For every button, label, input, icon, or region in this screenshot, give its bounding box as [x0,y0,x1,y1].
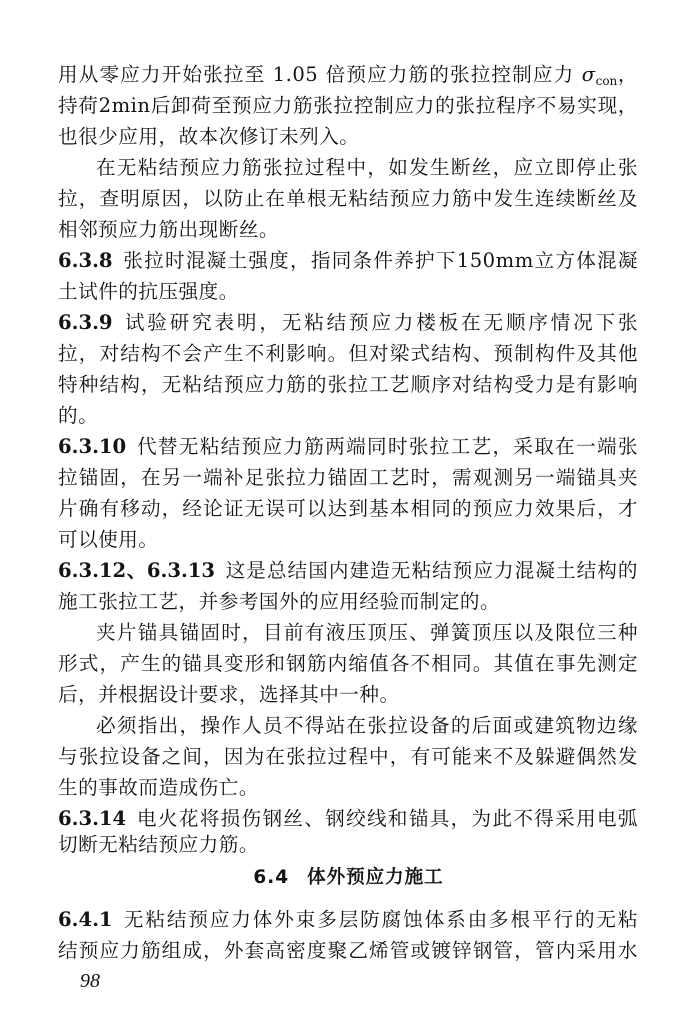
text-line: 持荷2min后卸荷至预应力筋张拉控制应力的张拉程序不易实现， [58,94,638,117]
text-line: 在无粘结预应力筋张拉过程中，如发生断丝，应立即停止张 [96,156,638,179]
section-heading [0,862,697,894]
text-line: 与张拉设备之间，因为在张拉过程中，有可能来不及躲避偶然发 [58,745,638,768]
text-line: 拉，查明原因，以防止在单根无粘结预应力筋中发生连续断丝及 [58,187,638,210]
text-line: 夹片锚具锚固时，目前有液压顶压、弹簧顶压以及限位三种 [96,621,638,644]
clause-number: 6.3.12、6.3.13 [58,559,216,582]
clause-6-4-1 [58,905,638,935]
text-line: 可以使用。 [58,528,159,551]
clause-text: 电火花将损伤钢丝、钢绞线和锚具，为此不得采用电弧 [136,807,638,830]
text-line: 结预应力筋组成，外套高密度聚乙烯管或镀锌钢管，管内采用水 [58,939,638,962]
clause-6-3-12-13 [58,556,638,586]
text-line: 拉，对结构不会产生不利影响。但对梁式结构、预制构件及其他 [58,342,638,365]
clause-text: 代替无粘结预应力筋两端同时张拉工艺，采取在一端张 [136,435,638,458]
clause-text: 试验研究表明，无粘结预应力楼板在无顺序情况下张 [122,311,638,334]
text-line: 用从零应力开始张拉至 1.05 倍预应力筋的张拉控制应力 $\sigma_{con}$， [58,63,639,88]
clause-6-3-8 [58,246,638,276]
clause-number: 6.3.14 [58,807,127,830]
page-number: 98 [80,970,100,992]
text-line: 片确有移动，经论证无误可以达到基本相同的预应力效果后，才 [58,497,638,520]
clause-number: 6.3.10 [58,435,127,458]
clause-text: 张拉时混凝土强度，指同条件养护下150mm立方体混凝 [122,249,638,272]
text-line: 生的事故而造成伤亡。 [58,776,259,799]
text-line: 也很少应用，故本次修订未列入。 [58,125,360,148]
text-line: 相邻预应力筋出现断丝。 [58,218,280,241]
clause-number: 6.3.8 [58,249,113,272]
text-line: 后，并根据设计要求，选择其中一种。 [58,683,400,706]
text-line: 施工张拉工艺，并参考国外的应用经验而制定的。 [58,590,501,613]
clause-number: 6.3.9 [58,311,113,334]
text-line: 形式，产生的锚具变形和钢筋内缩值各不相同。其值在事先测定 [58,652,638,675]
clause-6-3-10 [58,432,638,462]
section-title: 体外预应力施工 [307,867,444,888]
clause-text: 这是总结国内建造无粘结预应力混凝土结构的 [225,559,639,582]
text-line: 必须指出，操作人员不得站在张拉设备的后面或建筑物边缘 [96,714,638,737]
text-line: 特种结构，无粘结预应力筋的张拉工艺顺序对结构受力是有影响 [58,373,638,396]
text-line: 拉锚固，在另一端补足张拉力锚固工艺时，需观测另一端锚具夹 [58,466,638,489]
clause-text: 无粘结预应力体外束多层防腐蚀体系由多根平行的无粘 [122,908,638,931]
clause-number: 6.4.1 [58,908,113,931]
text-line: 土试件的抗压强度。 [58,280,239,303]
clause-6-3-9 [58,308,638,338]
section-number: 6.4 [253,867,290,888]
text-line: 切断无粘结预应力筋。 [58,833,259,856]
text-line: 的。 [58,404,99,427]
